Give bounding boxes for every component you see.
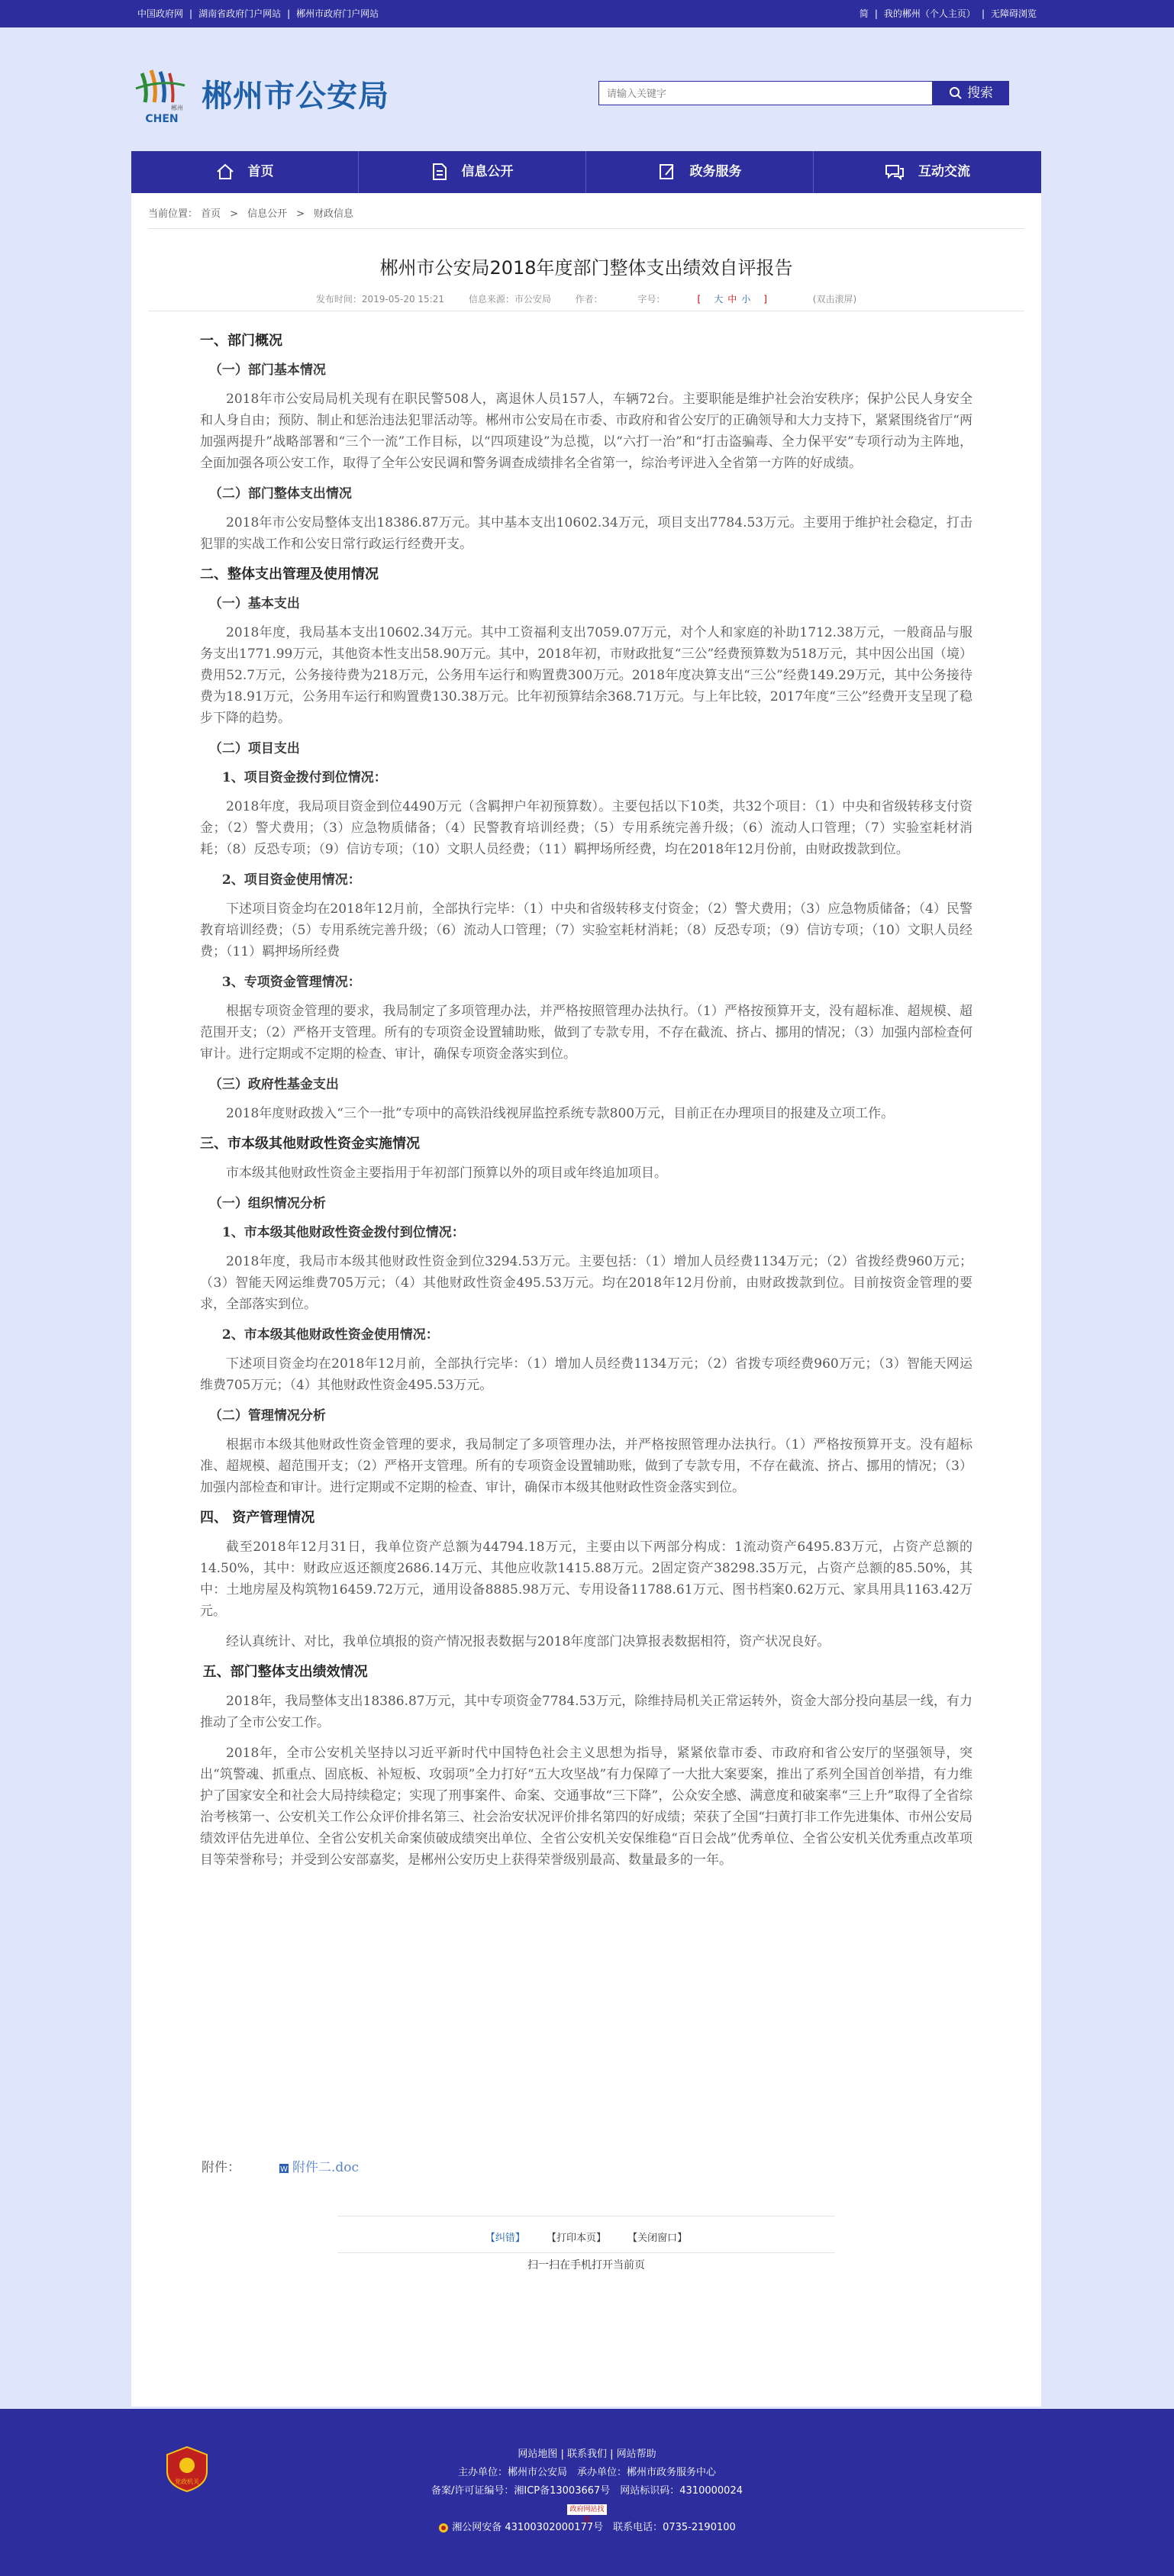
paragraph: 下述项目资金均在2018年12月前，全部执行完毕：（1）中央和省级转移支付资金；（2）警犬费用；（3）应急物质储备；（4）民警教育培训经费；（5）专用系统完善升级；（6）流动人口管理；（7）实验室耗材消耗；（8）反恐专项；（9）信访专项；（10）文职人员经费；（11）羁押场所经费 [200, 901, 972, 959]
info-source: 信息来源：市公安局 [468, 294, 551, 305]
article-title: 郴州市公安局2018年度部门整体支出绩效自评报告 [379, 257, 793, 279]
breadcrumb-home[interactable]: 首页 [201, 208, 221, 220]
footer-link-contact[interactable]: 联系我们 [566, 2449, 607, 2460]
search-icon [949, 86, 963, 100]
top-links-right: 简 | 我的郴州（个人主页） | 无障碍浏览 [859, 8, 1037, 19]
paragraph: 市本级其他财政性资金主要指用于年初部门预算以外的项目或年终追加项目。 [226, 1165, 667, 1181]
article-body [200, 326, 972, 1880]
top-link-accessibility[interactable]: 无障碍浏览 [990, 8, 1037, 19]
search-button[interactable] [933, 81, 1009, 105]
subsection-heading: （二）项目支出 [208, 741, 300, 756]
subsection-heading: （三）政府性基金支出 [208, 1077, 339, 1092]
nav-item-interaction[interactable]: 互动交流 [814, 151, 1041, 193]
paragraph: 2018年度，我局项目资金到位4490万元（含羁押户年初预算数）。主要包括以下10类，共32个项目：（1）中央和省级转移支付资金；（2）警犬费用；（3）应急物质储备；（4）民警教育培训经费；（5）专用系统完善升级；（6）流动人口管理；（7）实验室耗材消耗；（8）反恐专项；（9）信访专项；（10）文职人员经费；（11）羁押场所经费，均在2018年12月份前，由财政拨款到位。 [200, 799, 972, 857]
font-size-medium[interactable]: 中 [727, 294, 737, 305]
paragraph: 2018年度，我局基本支出10602.34万元。其中工资福利支出7059.07万元，对个人和家庭的补助1712.38万元，一般商品与服务支出1771.99万元，其他资本性支出58.90万元。其中，2018年初，市财政批复“三公”经费预算数为518万元，其中因公出国（境）费用52.7万元，公务接待费为218万元，公务用车运行和购置费300万元。2018年度决算支出“三公”经费149.29万元，其中公务接待费为18.91万元，公务用车运行和购置费130.38万元。比年初预算结余368.71万元。与上年比较，2017年度“三公”经费开支呈现了稳步下降的趋势。 [200, 625, 972, 726]
search-input[interactable] [605, 82, 929, 105]
nav-item-info[interactable]: 信息公开 [359, 151, 586, 193]
paragraph: 2018年，全市公安机关坚持以习近平新时代中国特色社会主义思想为指导，紧紧依靠市委、市政府和省公安厅的坚强领导，突出“筑警魂、抓重点、固底板、补短板、攻弱项”全力打好“五大攻坚战”有力保障了一大批大案要案，推出了系列全国首创举措，有力维护了国家安全和社会大局持续稳定；实现了刑事案件、命案、交通事故“三下降”，公众安全感、满意度和破案率“三上升”取得了全省综治考核第一、公安机关工作公众评价排名第三、社会治安状况评价排名第四的好成绩；荣获了全国“扫黄打非工作先进集体、市州公安局绩效评估先进单位、全省公安机关命案侦破成绩突出单位、全省公安机关安保维稳“百日会战”优秀单位、全省公安机关优秀重点改革项目等荣誉称号；并受到公安部嘉奖，是郴州公安历史上获得荣誉级别最高、数量最多的一年。 [200, 1746, 972, 1868]
search-button-label: 搜索 [967, 85, 993, 101]
home-icon [216, 163, 234, 180]
main-nav [131, 151, 1041, 193]
logo-sub-text: CHEN [145, 113, 179, 125]
attachment [202, 2156, 359, 2175]
nav-item-home[interactable]: 首页 [131, 151, 359, 193]
breadcrumb-info[interactable]: 信息公开 [247, 208, 288, 220]
report-error-badge[interactable]: 政府网站找错 [567, 2504, 607, 2515]
top-links-left: 中国政府网 | 湖南省政府门户网站 | 郴州市政府门户网站 [137, 8, 379, 19]
font-size-small[interactable]: 小 [741, 294, 751, 305]
section-heading: 五、部门整体支出绩效情况 [202, 1664, 368, 1680]
footer-icp: 备案/许可证编号：湘ICP备13003667号 网站标识码：4310000024 [431, 2485, 743, 2497]
chat-icon [885, 163, 905, 180]
divider [337, 2252, 835, 2253]
subsection-heading: （一）基本支出 [208, 596, 300, 611]
close-window-button[interactable]: 【关闭窗口】 [627, 2233, 688, 2244]
paragraph: 根据专项资金管理的要求，我局制定了多项管理办法，并严格按照管理办法执行。（1）严格按预算开支，没有超标准、超规模、超范围开支；（2）严格开支管理。所有的专项资金设置辅助账，做到了专款专用，不存在截流、挤占、挪用的情况；（3）加强内部检查何审计。进行定期或不定期的检查、审计，确保专项资金落实到位。 [200, 1004, 972, 1062]
item-heading: 2、项目资金使用情况： [221, 872, 361, 888]
item-heading: 1、市本级其他财政性资金拨付到位情况： [221, 1225, 465, 1240]
footer-link-sitemap[interactable]: 网站地图 [518, 2449, 558, 2460]
paragraph: 经认真统计、对比，我单位填报的资产情况报表数据与2018年度部门决算报表数据相符，资产状况良好。 [226, 1634, 831, 1649]
paragraph: 截至2018年12月31日，我单位资产总额为44794.18万元，主要由以下两部分构成：1流动资产6495.83万元，占资产总额的14.50%，其中：财政应返还额度2686.14万元、其他应收款1415.88万元。2固定资产38298.35万元，占资产总额的85.50%，其中：土地房屋及构筑物16459.72万元，通用设备8885.98万元、专用设备11788.61万元、图书档案0.62万元、家具用具1163.42万元。 [200, 1539, 972, 1619]
emblem-text: 党政机关 [175, 2478, 199, 2485]
top-link-chenzhou[interactable]: 郴州市政府门户网站 [296, 8, 379, 19]
paragraph: 根据市本级其他财政性资金管理的要求，我局制定了多项管理办法，并严格按照管理办法执行。（1）严格按预算开支。没有超标准、超规模、超范围开支；（2）严格开支管理。所有的专项资金设置辅助账，做到了专款专用，不存在截流、挤占、挪用的情况；（3）加强内部检查和审计。进行定期或不定期的检查、审计，确保市本级其他财政性资金落实到位。 [200, 1437, 972, 1495]
site-logo-icon[interactable] [131, 66, 194, 127]
footer-link-help[interactable]: 网站帮助 [616, 2449, 656, 2460]
word-doc-icon [279, 2163, 289, 2174]
divider [148, 228, 1024, 229]
print-page-button[interactable]: 【打印本页】 [546, 2233, 606, 2244]
paragraph: 下述项目资金均在2018年12月前，全部执行完毕：（1）增加人员经费1134万元；（2）省拨专项经费960万元；（3）智能天网运维费705万元；（4）其他财政性资金495.53万元。 [200, 1356, 972, 1393]
paragraph: 2018年度，我局市本级其他财政性资金到位3294.53万元。主要包括：（1）增加人员经费1134万元；（2）省拨经费960万元；（3）智能天网运维费705万元；（4）其他财政性资金495.53万元。均在2018年12月份前，由财政拨款到位。目前按资金管理的要求，全部落实到位。 [200, 1254, 972, 1312]
article-meta [131, 292, 1041, 305]
section-heading: 四、 资产管理情况 [200, 1510, 315, 1526]
section-heading: 二、整体支出管理及使用情况 [200, 566, 379, 582]
document-icon [431, 163, 448, 181]
top-link-my-chenzhou[interactable]: 我的郴州（个人主页） [883, 8, 976, 19]
section-heading: 三、市本级其他财政性资金实施情况 [200, 1136, 420, 1152]
top-link-simplified[interactable]: 简 [859, 8, 869, 19]
item-heading: 3、专项资金管理情况： [221, 975, 361, 990]
breadcrumb-label: 当前位置： [148, 208, 198, 220]
divider [337, 2216, 835, 2217]
font-size-control: 字号： [ 大 中 小 ] [637, 294, 767, 305]
paragraph: 2018年度财政拨入“三个一批”专项中的高铁沿线视屏监控系统专款800万元，目前正在办理项目的报建及立项工作。 [226, 1106, 895, 1121]
content-panel [131, 193, 1041, 2407]
top-bar [0, 0, 1174, 27]
paragraph: 2018年市公安局整体支出18386.87万元。其中基本支出10602.34万元，项目支出7784.53万元。主要用于维护社会稳定，打击犯罪的实战工作和公安日常行政运行经费开支。 [200, 515, 972, 552]
section-heading: 一、部门概况 [200, 333, 282, 349]
paragraph: 2018年，我局整体支出18386.87万元，其中专项资金7784.53万元，除维持局机关正常运转外，资金大部分投向基层一线，有力推动了全市公安工作。 [200, 1694, 972, 1730]
footer-info: 网站地图 | 联系我们 | 网站帮助 主办单位：郴州市公安局 承办单位：郴州市政务服务中心 备案/许可证编号：湘ICP备13003667号 网站标识码：4310000024 政府网站找错 湘公网安备 43100302000177号 联系电话：0735-2190100 [0, 2445, 1174, 2537]
nav-item-services[interactable]: 政务服务 [586, 151, 814, 193]
page-actions [131, 2229, 1041, 2244]
qr-scan-link[interactable]: 扫一扫在手机打开当前页 [527, 2259, 645, 2271]
top-link-hunan[interactable]: 湖南省政府门户网站 [198, 8, 282, 19]
police-badge-icon [438, 2523, 449, 2533]
publish-time: 发布时间：2019-05-20 15:21 [315, 294, 444, 305]
author: 作者： [575, 294, 603, 305]
subsection-heading: （二）部门整体支出情况 [208, 486, 352, 501]
search-box [598, 81, 933, 105]
site-header [131, 27, 1041, 151]
subsection-heading: （二）管理情况分析 [208, 1408, 326, 1423]
top-link-gov[interactable]: 中国政府网 [137, 8, 184, 19]
breadcrumb-finance[interactable]: 财政信息 [314, 208, 354, 220]
footer-sponsor: 主办单位：郴州市公安局 承办单位：郴州市政务服务中心 [457, 2467, 716, 2478]
logo-small-text: 郴州 [171, 105, 183, 111]
subsection-heading: （一）组织情况分析 [208, 1196, 326, 1211]
site-footer [0, 2409, 1174, 2576]
subsection-heading: （一）部门基本情况 [208, 363, 326, 378]
dblclick-scroll: (双击滚屏) [812, 294, 857, 305]
report-error-button[interactable]: 【纠错】 [485, 2233, 525, 2244]
item-heading: 1、项目资金拨付到位情况： [221, 770, 387, 785]
font-size-large[interactable]: 大 [714, 294, 724, 305]
footer-police-record: 湘公网安备 43100302000177号 联系电话：0735-2190100 [452, 2522, 736, 2533]
attachment-label: 附件： [202, 2160, 240, 2175]
item-heading: 2、市本级其他财政性资金使用情况： [221, 1327, 439, 1343]
attachment-link[interactable]: 附件二.doc [292, 2160, 360, 2175]
site-title[interactable]: 郴州市公安局 [202, 79, 389, 114]
svg-text:W: W [280, 2165, 288, 2174]
edit-icon [658, 163, 676, 181]
paragraph: 2018年市公安局局机关现有在职民警508人，离退休人员157人，车辆72台。主要职能是维护社会治安秩序；保护公民人身安全和人身自由；预防、制止和惩治违法犯罪活动等。郴州市公安局在市委、市政府和省公安厅的正确领导和大力支持下，紧紧围绕省厅“两加强两提升”战略部署和“三个一流”工作目标，以“四项建设”为总揽，以“六打一治”和“打击盗骗毒、全力保平安”专项行动为主阵地，全面加强各项公安工作，取得了全年公安民调和警务调查成绩排名全省第一，综治考评进入全省第一方阵的好成绩。 [200, 392, 972, 471]
breadcrumb: 当前位置： 首页 > 信息公开 > 财政信息 [148, 208, 354, 220]
